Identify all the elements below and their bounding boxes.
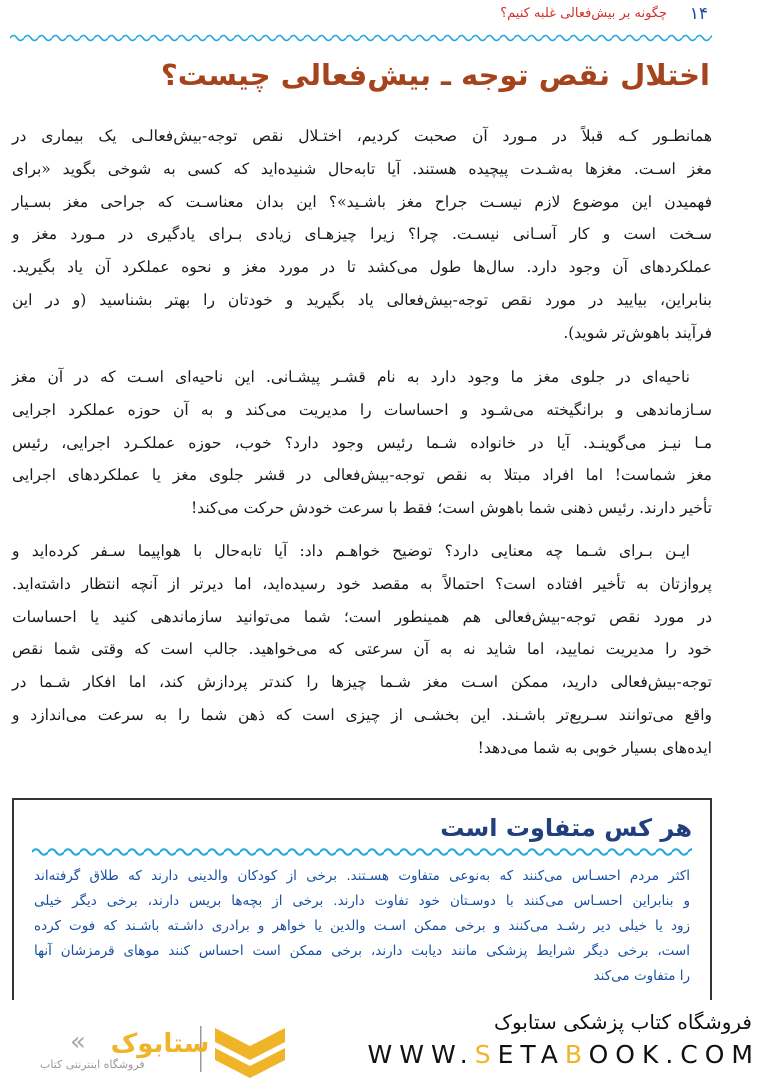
paragraph-1 bbox=[12, 120, 712, 350]
callout-title: هر کس متفاوت است bbox=[440, 814, 692, 842]
text-line: تأخیر دارند. رئیس ذهنی شما باهوش است؛ فقط با سرعت خودش حرکت می‌کند! bbox=[191, 499, 712, 518]
url-part: ETA bbox=[497, 1040, 565, 1069]
logo-subtitle: فروشگاه اینترنتی کتاب bbox=[40, 1058, 145, 1071]
url-part: B bbox=[564, 1040, 589, 1069]
text-line: عملکردهای آن وجود دارد. سال‌ها طول می‌کشد تا در مورد مغز و نحوه عملکرد آن یاد بگیرید. bbox=[12, 258, 712, 277]
callout-body bbox=[34, 864, 690, 989]
store-name: فروشگاه کتاب پزشکی ستابوک bbox=[494, 1010, 752, 1034]
text-line: پروازتان به تأخیر افتاده است؟ احتمالاً به مقصد خود رسیده‌اید، اما دیرتر از آنچه انتظار داشته‌اید. bbox=[12, 574, 712, 593]
text-line: بنابراین، بیایید در مورد نقص توجه-بیش‌فعالی یاد بگیرید و خودتان را بهتر بشناسید (و در این bbox=[12, 290, 712, 309]
running-title: چگونه بر بیش‌فعالی غلبه کنیم؟ bbox=[500, 6, 667, 21]
text-line: مـا نیـز می‌گوینـد. آیا در خانواده شـما رئیس وجود دارد؟ خوب، حوزه عملکـرد اجرایی، رئیس bbox=[12, 433, 712, 452]
callout-wave-divider bbox=[32, 846, 692, 858]
url-part: WWW. bbox=[367, 1040, 475, 1069]
text-line: واقع می‌توانند سـریع‌تر باشـند. این بخشـی از چیزی است که ذهن شما را به سرعت می‌اندازد و bbox=[12, 705, 712, 724]
text-line: در مورد نقص توجه-بیش‌فعالی هم همینطور است؛ شما می‌توانید سازماندهی کنید یا احساسات bbox=[12, 607, 712, 626]
store-url[interactable] bbox=[368, 1040, 760, 1069]
text-line: سـازماندهی و برانگیخته می‌شـود و احساسات را مدیریت می‌کند و به آن حوزه عملکرد اجرایی bbox=[12, 400, 712, 419]
text-line: فرآیند باهوش‌تر شوید). bbox=[563, 323, 712, 342]
text-line: فهمیدن این موضوع لازم نیسـت جراح مغز باشـید»؟ این بدان معناسـت که جراحی مغز بسـیار bbox=[12, 192, 712, 211]
text-line: سـخت است و کار آسـانی نیسـت. چرا؟ زیرا چیزهـای زیادی بـرای یادگیری در مـورد مغز و bbox=[12, 225, 712, 244]
wave-divider bbox=[10, 32, 712, 44]
callout-box bbox=[12, 798, 712, 1000]
chevron-logo-icon bbox=[215, 1028, 285, 1078]
text-line: خود را مدیریت نمایید، اما شاید نه به آن سرعتی که می‌خواهید. جالب است که وقتی شما نقص bbox=[12, 640, 712, 659]
text-line: مغز شماست! اما افراد مبتلا به نقص توجه-بیش‌فعالی در قشر جلوی مغز یا عملکردهای اجرایی bbox=[12, 466, 712, 485]
text-line: ایـن بـرای شـما چه معنایی دارد؟ توضیح خواهـم داد: آیا تابه‌حال با هواپیما سـفر کرده‌اید و bbox=[12, 542, 690, 560]
text-line: توجه-بیش‌فعالی دارید، ممکن اسـت مغز شـما چیزها را کندتر پردازش کند، اما افکار شـما در bbox=[12, 673, 712, 692]
url-part: OOK.COM bbox=[588, 1040, 760, 1069]
text-line: ایده‌های بسیار خوبی به شما می‌دهد! bbox=[477, 738, 712, 757]
svg-text:«: « bbox=[70, 1027, 86, 1057]
footer-banner bbox=[0, 1000, 782, 1080]
text-line: ناحیه‌ای در جلوی مغز ما وجود دارد به نام قشـر پیشـانی. این ناحیه‌ای اسـت که در آن مغز bbox=[12, 368, 690, 386]
callout-line: زود یا خیلی دیر رشـد می‌کنند و برخی ممکن اسـت والدین یا خواهر و برادری داشـته باشـند که فوت کرده bbox=[34, 918, 690, 934]
page-number: ۱۴ bbox=[689, 4, 708, 24]
paragraph-3 bbox=[12, 535, 712, 765]
text-line: مغز اسـت. مغزها به‌شـدت پیچیده هستند. آیا تابه‌حال شنیده‌اید که کسی به شوخی بگوید «برای bbox=[12, 159, 712, 178]
callout-line: را متفاوت می‌کند bbox=[593, 968, 690, 984]
paragraph-2 bbox=[12, 361, 712, 525]
logo-wordmark: ستابوک bbox=[110, 1029, 210, 1059]
callout-line: و بنابراین احسـاس می‌کنند با دوسـتان خود تفاوت دارند. برخی از بچه‌ها بریس دارند، برخی دیگر خیلی bbox=[34, 893, 690, 909]
callout-line: اکثر مردم احسـاس می‌کنند که به‌نوعی متفاوت هسـتند. برخی از کودکان والدینی دارند که طلاق گرفته‌اند bbox=[34, 868, 690, 884]
callout-line: است، برخی دیگر شرایط پزشکی مانند دیابت دارند، برخی ممکن است احساس کنند موهای قرمزشان آنها bbox=[34, 943, 690, 959]
url-part: S bbox=[474, 1040, 498, 1069]
text-line: همانطـور کـه قبلاً در مـورد آن صحبت کردیم، اختـلال نقص توجه-بیش‌فعالـی یک بیماری در bbox=[12, 127, 712, 145]
section-title: اختلال نقص توجه ـ بیش‌فعالی چیست؟ bbox=[160, 58, 710, 92]
